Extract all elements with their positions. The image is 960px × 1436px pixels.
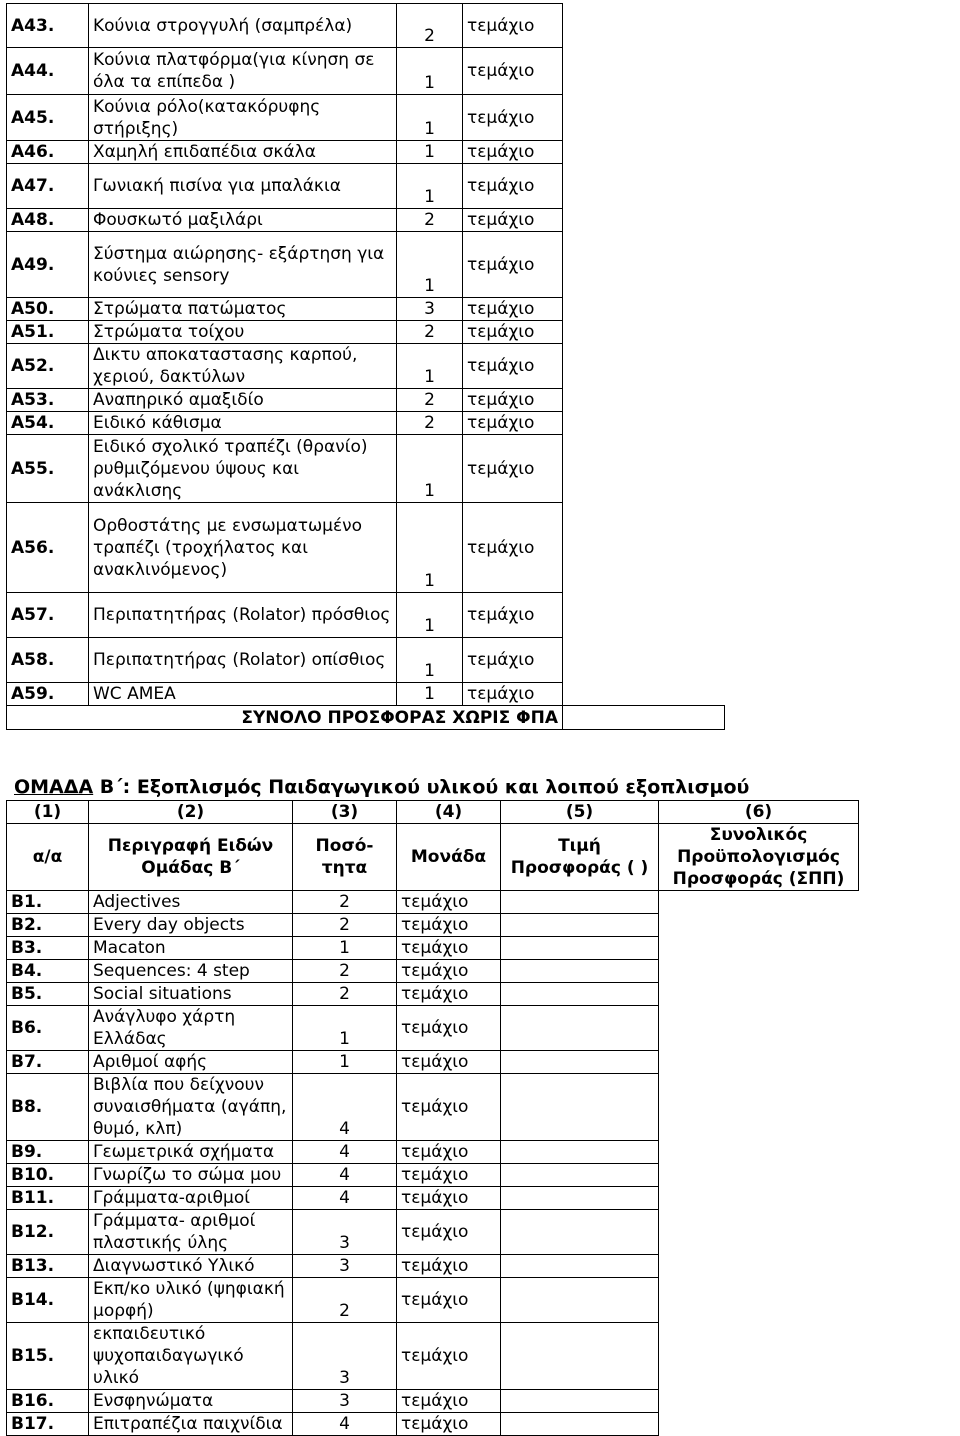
- empty-cell: [563, 593, 725, 638]
- table-row: [7, 232, 725, 298]
- item-code: Α51.: [7, 321, 89, 344]
- item-unit: τεμάχιο: [397, 1323, 501, 1390]
- table-row: [7, 937, 859, 960]
- column-number: (1): [7, 801, 89, 824]
- table-row: [7, 960, 859, 983]
- item-code: Β9.: [7, 1141, 89, 1164]
- empty-cell: [659, 1255, 859, 1278]
- item-quantity: 1: [397, 95, 463, 141]
- group-a-body: [7, 4, 725, 730]
- item-quantity: 1: [397, 638, 463, 683]
- column-header: Ποσό- τητα: [293, 824, 397, 891]
- item-unit: τεμάχιο: [397, 1141, 501, 1164]
- table-row: [7, 891, 859, 914]
- price-cell: [501, 1278, 659, 1323]
- empty-cell: [659, 1141, 859, 1164]
- item-code: Α56.: [7, 503, 89, 593]
- item-code: Β6.: [7, 1006, 89, 1051]
- table-row: [7, 593, 725, 638]
- item-unit: τεμάχιο: [463, 95, 563, 141]
- empty-cell: [563, 321, 725, 344]
- item-code: Α48.: [7, 209, 89, 232]
- item-unit: τεμάχιο: [463, 209, 563, 232]
- empty-cell: [563, 209, 725, 232]
- item-code: Β8.: [7, 1074, 89, 1141]
- table-row: [7, 95, 725, 141]
- group-b-title-prefix: ΟΜΑΔΑ: [14, 776, 94, 798]
- empty-cell: [563, 503, 725, 593]
- item-description: Ανάγλυφο χάρτη Ελλάδας: [89, 1006, 293, 1051]
- item-code: Α53.: [7, 389, 89, 412]
- item-unit: τεμάχιο: [463, 683, 563, 706]
- item-code: Β3.: [7, 937, 89, 960]
- item-quantity: 2: [397, 4, 463, 48]
- price-cell: [501, 983, 659, 1006]
- item-description: Αριθμοί αφής: [89, 1051, 293, 1074]
- item-code: Α58.: [7, 638, 89, 683]
- empty-cell: [563, 164, 725, 209]
- item-description: Διαγνωστικό Υλικό: [89, 1255, 293, 1278]
- price-cell: [501, 891, 659, 914]
- table-row: [7, 1074, 859, 1141]
- table-row: [7, 983, 859, 1006]
- empty-cell: [659, 891, 859, 914]
- empty-cell: [659, 1390, 859, 1413]
- item-quantity: 4: [293, 1164, 397, 1187]
- item-quantity: 2: [397, 209, 463, 232]
- table-row: [7, 1323, 859, 1390]
- item-unit: τεμάχιο: [397, 1051, 501, 1074]
- item-code: Α52.: [7, 344, 89, 389]
- item-quantity: 2: [293, 1278, 397, 1323]
- item-code: Α50.: [7, 298, 89, 321]
- item-unit: τεμάχιο: [397, 1413, 501, 1436]
- item-code: Β15.: [7, 1323, 89, 1390]
- item-code: Β5.: [7, 983, 89, 1006]
- item-description: Χαμηλή επιδαπέδια σκάλα: [89, 141, 397, 164]
- item-unit: τεμάχιο: [463, 164, 563, 209]
- empty-cell: [563, 48, 725, 95]
- item-quantity: 2: [293, 891, 397, 914]
- item-quantity: 2: [397, 321, 463, 344]
- item-quantity: 3: [293, 1210, 397, 1255]
- item-quantity: 1: [397, 593, 463, 638]
- item-quantity: 1: [293, 937, 397, 960]
- item-quantity: 3: [293, 1255, 397, 1278]
- item-quantity: 2: [397, 389, 463, 412]
- price-cell: [501, 1141, 659, 1164]
- price-cell: [501, 1210, 659, 1255]
- price-cell: [501, 937, 659, 960]
- item-description: Sequences: 4 step: [89, 960, 293, 983]
- empty-cell: [563, 412, 725, 435]
- item-description: Εκπ/κο υλικό (ψηφιακή μορφή): [89, 1278, 293, 1323]
- item-quantity: 2: [293, 960, 397, 983]
- empty-cell: [659, 1413, 859, 1436]
- item-code: Β7.: [7, 1051, 89, 1074]
- item-description: Γωνιακή πισίνα για μπαλάκια: [89, 164, 397, 209]
- item-code: Β13.: [7, 1255, 89, 1278]
- empty-cell: [563, 683, 725, 706]
- item-unit: τεμάχιο: [397, 937, 501, 960]
- item-code: Β2.: [7, 914, 89, 937]
- item-description: Σύστημα αιώρησης- εξάρτηση για κούνιες sensory: [89, 232, 397, 298]
- table-row: [7, 4, 725, 48]
- item-description: Κούνια ρόλο(κατακόρυφης στήριξης): [89, 95, 397, 141]
- item-unit: τεμάχιο: [397, 1390, 501, 1413]
- item-quantity: 1: [397, 683, 463, 706]
- item-code: Α45.: [7, 95, 89, 141]
- table-row: [7, 209, 725, 232]
- item-description: Ειδικό σχολικό τραπέζι (θρανίο) ρυθμιζόμενου ύψους και ανάκλισης: [89, 435, 397, 503]
- item-code: Α43.: [7, 4, 89, 48]
- item-code: Β12.: [7, 1210, 89, 1255]
- item-quantity: 2: [293, 983, 397, 1006]
- empty-cell: [659, 1187, 859, 1210]
- group-b-title-rest: Β΄: Εξοπλισμός Παιδαγωγικού υλικού και λοιπού εξοπλισμού: [93, 776, 750, 798]
- item-code: Α44.: [7, 48, 89, 95]
- column-number: (3): [293, 801, 397, 824]
- column-number: (4): [397, 801, 501, 824]
- item-unit: τεμάχιο: [397, 1006, 501, 1051]
- item-description: WC ΑΜΕΑ: [89, 683, 397, 706]
- price-cell: [501, 1187, 659, 1210]
- item-description: Adjectives: [89, 891, 293, 914]
- table-row: [7, 435, 725, 503]
- item-unit: τεμάχιο: [463, 141, 563, 164]
- column-header: α/α: [7, 824, 89, 891]
- empty-cell: [659, 914, 859, 937]
- item-unit: τεμάχιο: [463, 48, 563, 95]
- item-quantity: 1: [397, 344, 463, 389]
- item-description: Κούνια στρογγυλή (σαμπρέλα): [89, 4, 397, 48]
- item-unit: τεμάχιο: [463, 298, 563, 321]
- column-header: Τιμή Προσφοράς ( ): [501, 824, 659, 891]
- item-description: Κούνια πλατφόρμα(για κίνηση σε όλα τα επίπεδα ): [89, 48, 397, 95]
- price-cell: [501, 1413, 659, 1436]
- item-code: Α55.: [7, 435, 89, 503]
- item-unit: τεμάχιο: [397, 1255, 501, 1278]
- item-code: Β17.: [7, 1413, 89, 1436]
- price-cell: [501, 1390, 659, 1413]
- item-quantity: 1: [397, 232, 463, 298]
- table-row: [7, 48, 725, 95]
- item-description: Βιβλία που δείχνουν συναισθήματα (αγάπη, θυμό, κλπ): [89, 1074, 293, 1141]
- empty-cell: [563, 232, 725, 298]
- empty-cell: [563, 638, 725, 683]
- item-code: Β11.: [7, 1187, 89, 1210]
- item-unit: τεμάχιο: [397, 960, 501, 983]
- item-unit: τεμάχιο: [463, 232, 563, 298]
- table-row: [7, 321, 725, 344]
- item-unit: τεμάχιο: [397, 1164, 501, 1187]
- table-row: [7, 683, 725, 706]
- total-value-cell: [563, 706, 725, 730]
- empty-cell: [563, 4, 725, 48]
- table-row: [7, 503, 725, 593]
- empty-cell: [659, 1210, 859, 1255]
- item-code: Α57.: [7, 593, 89, 638]
- table-row: [7, 298, 725, 321]
- item-code: Β10.: [7, 1164, 89, 1187]
- price-cell: [501, 1164, 659, 1187]
- item-unit: τεμάχιο: [397, 914, 501, 937]
- item-quantity: 1: [397, 48, 463, 95]
- empty-cell: [563, 344, 725, 389]
- item-unit: τεμάχιο: [397, 1074, 501, 1141]
- item-description: Επιτραπέζια παιχνίδια: [89, 1413, 293, 1436]
- item-unit: τεμάχιο: [397, 1278, 501, 1323]
- table-row: [7, 914, 859, 937]
- group-b-table: [6, 800, 859, 1436]
- price-cell: [501, 1323, 659, 1390]
- item-description: Γνωρίζω το σώμα μου: [89, 1164, 293, 1187]
- item-code: Α47.: [7, 164, 89, 209]
- item-unit: τεμάχιο: [463, 503, 563, 593]
- table-row: [7, 1141, 859, 1164]
- column-number: (6): [659, 801, 859, 824]
- item-description: Στρώματα πατώματος: [89, 298, 397, 321]
- table-row: [7, 1006, 859, 1051]
- price-cell: [501, 1074, 659, 1141]
- price-cell: [501, 1255, 659, 1278]
- item-description: Αναπηρικό αμαξιδίο: [89, 389, 397, 412]
- item-code: Α59.: [7, 683, 89, 706]
- column-number: (5): [501, 801, 659, 824]
- item-unit: τεμάχιο: [463, 389, 563, 412]
- item-description: Γράμματα-αριθμοί: [89, 1187, 293, 1210]
- item-quantity: 2: [293, 914, 397, 937]
- group-b-title: [14, 776, 749, 798]
- item-code: Α46.: [7, 141, 89, 164]
- group-a-table: [6, 3, 725, 730]
- item-description: Περιπατητήρας (Rolator) πρόσθιος: [89, 593, 397, 638]
- column-number-row: [7, 801, 859, 824]
- empty-cell: [563, 298, 725, 321]
- item-quantity: 4: [293, 1187, 397, 1210]
- empty-cell: [563, 141, 725, 164]
- column-header: Συνολικός Προϋπολογισμός Προσφοράς (ΣΠΠ): [659, 824, 859, 891]
- item-quantity: 1: [397, 164, 463, 209]
- price-cell: [501, 960, 659, 983]
- item-unit: τεμάχιο: [397, 983, 501, 1006]
- empty-cell: [563, 435, 725, 503]
- total-row: [7, 706, 725, 730]
- price-cell: [501, 1051, 659, 1074]
- price-cell: [501, 1006, 659, 1051]
- item-quantity: 3: [293, 1323, 397, 1390]
- empty-cell: [659, 983, 859, 1006]
- item-description: Ενσφηνώματα: [89, 1390, 293, 1413]
- column-header: Περιγραφή Ειδών Ομάδας Β΄: [89, 824, 293, 891]
- item-unit: τεμάχιο: [463, 344, 563, 389]
- item-description: Ορθοστάτης με ενσωματωμένο τραπέζι (τροχήλατος και ανακλινόμενος): [89, 503, 397, 593]
- table-row: [7, 1278, 859, 1323]
- table-row: [7, 1164, 859, 1187]
- table-row: [7, 1255, 859, 1278]
- table-row: [7, 344, 725, 389]
- item-code: Β16.: [7, 1390, 89, 1413]
- empty-cell: [563, 95, 725, 141]
- item-description: Περιπατητήρας (Rolator) οπίσθιος: [89, 638, 397, 683]
- item-description: Every day objects: [89, 914, 293, 937]
- item-quantity: 4: [293, 1413, 397, 1436]
- empty-cell: [563, 389, 725, 412]
- empty-cell: [659, 1051, 859, 1074]
- table-row: [7, 412, 725, 435]
- empty-cell: [659, 1323, 859, 1390]
- empty-cell: [659, 1074, 859, 1141]
- item-description: Γράμματα- αριθμοί πλαστικής ύλης: [89, 1210, 293, 1255]
- item-unit: τεμάχιο: [397, 1187, 501, 1210]
- table-row: [7, 638, 725, 683]
- item-unit: τεμάχιο: [463, 4, 563, 48]
- item-code: Β14.: [7, 1278, 89, 1323]
- table-row: [7, 1413, 859, 1436]
- price-cell: [501, 914, 659, 937]
- item-unit: τεμάχιο: [463, 321, 563, 344]
- total-label: ΣΥΝΟΛΟ ΠΡΟΣΦΟΡΑΣ ΧΩΡΙΣ ΦΠΑ: [7, 706, 563, 730]
- item-quantity: 3: [397, 298, 463, 321]
- item-code: Α54.: [7, 412, 89, 435]
- item-quantity: 4: [293, 1074, 397, 1141]
- table-row: [7, 1051, 859, 1074]
- item-unit: τεμάχιο: [463, 435, 563, 503]
- item-description: Δικτυ αποκαταστασης καρπού, χεριού, δακτύλων: [89, 344, 397, 389]
- item-unit: τεμάχιο: [463, 412, 563, 435]
- empty-cell: [659, 1006, 859, 1051]
- table-row: [7, 389, 725, 412]
- table-row: [7, 141, 725, 164]
- item-unit: τεμάχιο: [397, 1210, 501, 1255]
- empty-cell: [659, 1278, 859, 1323]
- item-description: Macaton: [89, 937, 293, 960]
- item-code: Β4.: [7, 960, 89, 983]
- table-row: [7, 164, 725, 209]
- item-quantity: 3: [293, 1390, 397, 1413]
- item-description: Φουσκωτό μαξιλάρι: [89, 209, 397, 232]
- empty-cell: [659, 960, 859, 983]
- item-quantity: 1: [397, 503, 463, 593]
- item-quantity: 1: [397, 141, 463, 164]
- column-number: (2): [89, 801, 293, 824]
- column-header: Μονάδα: [397, 824, 501, 891]
- empty-cell: [659, 1164, 859, 1187]
- item-quantity: 2: [397, 412, 463, 435]
- item-description: Social situations: [89, 983, 293, 1006]
- table-row: [7, 1210, 859, 1255]
- header-row: [7, 824, 859, 891]
- item-quantity: 1: [293, 1006, 397, 1051]
- item-quantity: 4: [293, 1141, 397, 1164]
- table-row: [7, 1390, 859, 1413]
- item-quantity: 1: [397, 435, 463, 503]
- item-description: Στρώματα τοίχου: [89, 321, 397, 344]
- item-unit: τεμάχιο: [463, 638, 563, 683]
- item-description: Γεωμετρικά σχήματα: [89, 1141, 293, 1164]
- empty-cell: [659, 937, 859, 960]
- item-unit: τεμάχιο: [397, 891, 501, 914]
- item-code: Β1.: [7, 891, 89, 914]
- table-row: [7, 1187, 859, 1210]
- item-description: Ειδικό κάθισμα: [89, 412, 397, 435]
- item-description: εκπαιδευτικό ψυχοπαιδαγωγικό υλικό: [89, 1323, 293, 1390]
- item-code: Α49.: [7, 232, 89, 298]
- item-unit: τεμάχιο: [463, 593, 563, 638]
- item-quantity: 1: [293, 1051, 397, 1074]
